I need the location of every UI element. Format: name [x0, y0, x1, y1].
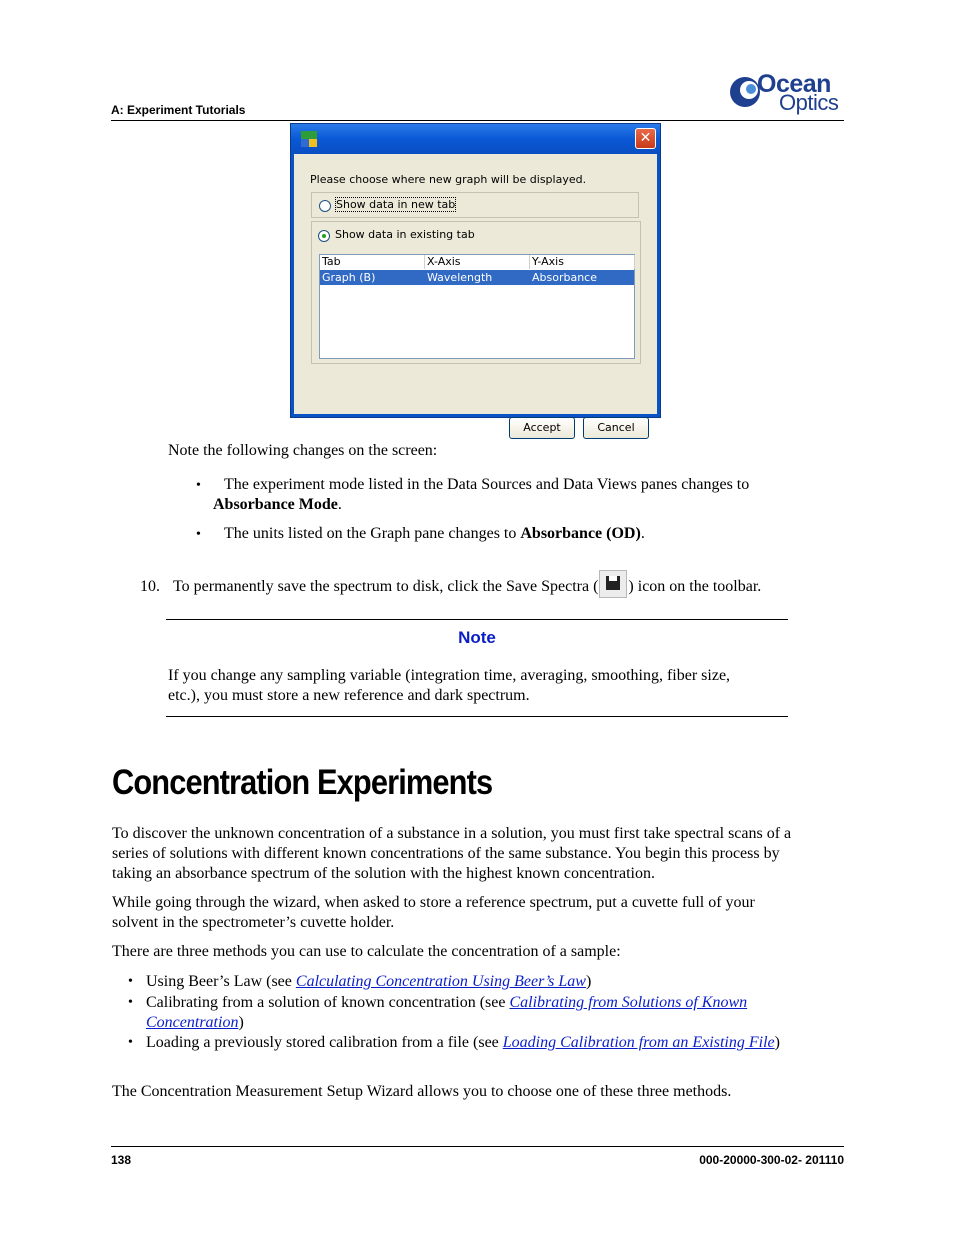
column-header-y-axis[interactable]: Y-Axis [530, 255, 635, 269]
new-tab-label[interactable]: Show data in new tab [336, 198, 456, 211]
cell-x-axis: Wavelength [427, 271, 493, 284]
para2-line-1: While going through the wizard, when asked to store a reference spectrum, put a cuvette full of your [112, 894, 755, 911]
method-2 [146, 993, 747, 1013]
logo-word-optics: Optics [779, 90, 839, 115]
step-10-after: ) icon on the toolbar. [628, 578, 762, 595]
change-1-bold: Absorbance Mode [213, 496, 338, 513]
method-3-post: ) [774, 1034, 780, 1051]
existing-tab-label[interactable]: Show data in existing tab [335, 228, 475, 241]
cell-tab: Graph (B) [322, 271, 376, 284]
table-row[interactable] [320, 270, 634, 285]
step-10-before: To permanently save the spectrum to disk, click the Save Spectra ( [173, 578, 599, 595]
spectrasuite-app-icon [301, 131, 317, 147]
para1-line-3: taking an absorbance spectrum of the solution with the highest known concentration. [112, 865, 655, 882]
para4: The Concentration Measurement Setup Wizard allows you to choose one of these three methods. [112, 1083, 732, 1100]
column-header-x-axis[interactable]: X-Axis [425, 255, 530, 269]
dialog-titlebar[interactable] [291, 124, 660, 154]
table-header [320, 255, 634, 269]
change-item-2 [224, 524, 645, 544]
note-line-2: etc.), you must store a new reference and dark spectrum. [168, 687, 530, 704]
change-item-1 [224, 475, 804, 495]
bullet-icon: • [196, 527, 201, 542]
cancel-button[interactable]: Cancel [583, 417, 649, 439]
method-1-pre: Using Beer’s Law (see [146, 973, 296, 990]
change-2-bold: Absorbance (OD) [520, 525, 641, 542]
para1-line-2: series of solutions with different known concentrations of the same substance. You begin this process by [112, 845, 780, 862]
bullet-icon: • [128, 995, 133, 1010]
step-10 [140, 570, 761, 598]
para1-line-1: To discover the unknown concentration of a substance in a solution, you must first take spectral scans of a [112, 825, 792, 842]
dialog-prompt: Please choose where new graph will be displayed. [310, 173, 587, 186]
method-1-post: ) [585, 973, 592, 990]
header-rule [111, 120, 844, 121]
link-beers-law[interactable]: Calculating Concentration Using Beer’s Law [295, 973, 586, 990]
existing-tab-radio[interactable] [318, 230, 330, 242]
new-tab-radio[interactable] [319, 200, 331, 212]
note-top-rule [166, 619, 788, 620]
method-3-pre: Loading a previously stored calibration from a file (see [146, 1034, 503, 1051]
method-2-pre: Calibrating from a solution of known concentration (see [146, 994, 510, 1011]
save-spectra-icon [599, 570, 627, 598]
tab-table [319, 254, 635, 359]
note-title: Note [458, 628, 496, 647]
dialog-body [294, 154, 657, 434]
change-item-1-cont [213, 495, 342, 515]
section-title: A: Experiment Tutorials [111, 103, 246, 117]
bullet-icon: • [196, 478, 201, 493]
accept-button[interactable]: Accept [509, 417, 575, 439]
new-tab-group [311, 192, 639, 218]
method-3 [146, 1033, 780, 1053]
ocean-optics-logo [727, 70, 845, 116]
bullet-icon: • [128, 1035, 133, 1050]
close-button[interactable]: ✕ [635, 128, 656, 149]
method-2-post: ) [238, 1014, 244, 1031]
page-number: 138 [111, 1153, 132, 1167]
change-1-text: The experiment mode listed in the Data Sources and Data Views panes changes to [224, 476, 750, 493]
logo-word-ocean: Ocean [757, 70, 831, 98]
para2-line-2: solvent in the spectrometer’s cuvette holder. [112, 914, 395, 931]
step-number: 10. [140, 578, 160, 595]
column-header-tab[interactable]: Tab [320, 255, 425, 269]
page-heading: Concentration Experiments [112, 763, 493, 802]
method-2-cont [146, 1013, 244, 1033]
method-1 [146, 972, 591, 992]
document-number: 000-20000-300-02- 201110 [699, 1153, 844, 1167]
intro-text: Note the following changes on the screen: [168, 442, 438, 459]
bullet-icon: • [128, 974, 133, 989]
change-1-end: . [337, 496, 342, 513]
footer-rule [111, 1146, 844, 1147]
change-2-text: The units listed on the Graph pane changes to [224, 525, 521, 542]
link-loading-calibration[interactable]: Loading Calibration from an Existing File [502, 1034, 775, 1051]
link-calibrating-known[interactable]: Calibrating from Solutions of Known [509, 994, 748, 1011]
change-2-end: . [640, 525, 645, 542]
note-line-1: If you change any sampling variable (integration time, averaging, smoothing, fiber size, [168, 667, 731, 684]
graph-location-dialog [290, 123, 661, 434]
para3: There are three methods you can use to calculate the concentration of a sample: [112, 943, 621, 960]
existing-tab-group [311, 221, 641, 364]
note-bottom-rule [166, 716, 788, 717]
cell-y-axis: Absorbance [532, 271, 598, 284]
link-calibrating-known-cont[interactable]: Concentration [146, 1014, 239, 1031]
